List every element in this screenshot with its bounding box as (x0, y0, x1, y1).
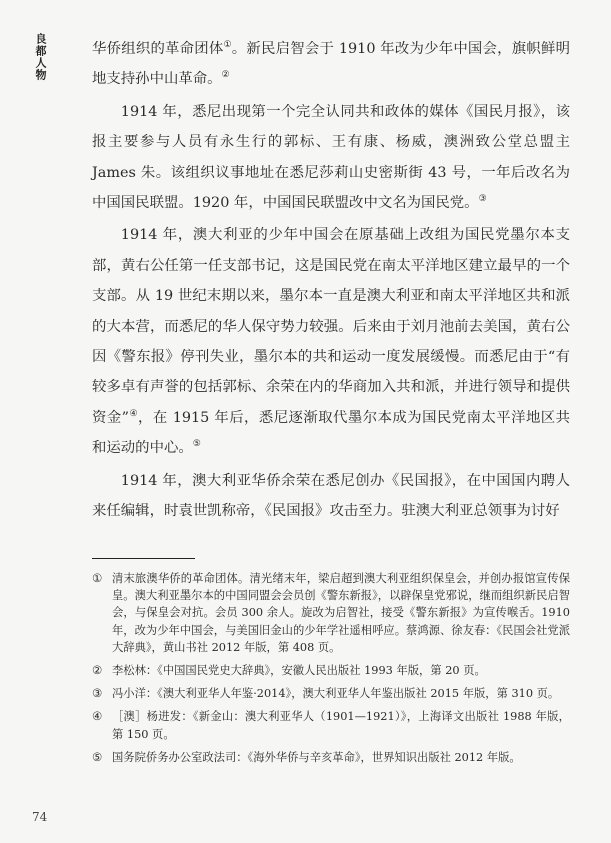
footnote-ref: ③ (478, 194, 487, 205)
paragraph-2 (92, 97, 570, 219)
footnote-divider (92, 558, 195, 559)
footnote-number: ④ (92, 710, 103, 724)
footnote-number: ③ (92, 687, 103, 701)
footnote-item (92, 662, 570, 679)
footnote-number: ⑤ (92, 750, 103, 764)
footnote-ref: ② (221, 70, 230, 81)
page-number: 74 (32, 810, 48, 824)
footnotes (92, 570, 570, 772)
paragraph-text: 1914 年，悉尼出现第一个完全认同共和政体的媒体《国民月报》，该报主要参与人员有永生行的郭标、王有康、杨威，澳洲致公堂总盟主 James 朱。该组织议事地址在悉尼莎莉山史密斯街 43 号，一年后改名为中国国民联盟。1920 年，中国国民联盟改中文名为国民党。 (92, 103, 570, 212)
paragraph-3 (92, 220, 570, 463)
paragraph-text: ，在 1915 年后，悉尼逐渐取代墨尔本成为国民党南太平洋地区共和运动的中心。 (92, 409, 571, 457)
paragraph-1 (92, 34, 570, 95)
footnote-ref: ④ (129, 409, 139, 420)
paragraph-text: 1914 年，澳大利亚华侨余荣在悉尼创办《民国报》，在中国国内聘人来任编辑，时袁世凯称帝，《民国报》攻击至力。驻澳大利亚总领事为讨好 (92, 472, 570, 520)
footnote-item (92, 685, 570, 702)
footnote-number: ① (92, 572, 103, 585)
footnote-item (92, 749, 570, 766)
running-header: 良都人物 (34, 33, 47, 81)
footnote-text: ［澳］杨进发：《新金山：澳大利亚华人（1901—1921）》，上海译文出版社 1988 年版，第 150 页。 (112, 710, 570, 741)
footnote-text: 李松林：《中国国民党史大辞典》，安徽人民出版社 1993 年版，第 20 页。 (112, 664, 486, 678)
footnote-text: 国务院侨务办公室政法司：《海外华侨与辛亥革命》，世界知识出版社 2012 年版。 (112, 750, 521, 764)
footnote-item (92, 708, 570, 742)
paragraph-4 (92, 466, 570, 527)
footnote-ref: ⑤ (192, 439, 201, 450)
footnote-text: 冯小洋：《澳大利亚华人年鉴·2014》，澳大利亚华人年鉴出版社 2015 年版，第 310 页。 (112, 687, 560, 701)
paragraph-text: 。新民启智会于 1910 年改为少年中国会，旗帜鲜明地支持孙中山革命。 (92, 41, 570, 88)
footnote-ref: ① (223, 40, 232, 51)
paragraph-text: 华侨组织的革命团体 (92, 41, 224, 57)
body-text (92, 34, 570, 529)
footnote-item (92, 570, 570, 656)
footnote-text: 清末旅澳华侨的革命团体。清光绪末年，梁启超到澳大利亚组织保皇会，并创办报馆宣传保皇。澳大利亚墨尔本的中国同盟会会员创《警东新报》，以辟保皇党邪说，继而组织新民启智会，与保皇会对抗。会员 300 余人。旋改为启智社，接受《警东新报》为宣传喉舌。1910 年，改为少年中国会，与美国旧金山的少年学社遥相呼应。蔡鸿源、徐友春：《民国会社党派大辞典》，黄山书社 2012 年版，第 408 页。 (112, 572, 570, 654)
footnote-number: ② (92, 664, 103, 678)
paragraph-text: 1914 年，澳大利亚的少年中国会在原基础上改组为国民党墨尔本支部，黄右公任第一任支部书记，这是国民党在南太平洋地区建立最早的一个支部。从 19 世纪末期以来，墨尔本一直是澳大利亚和南太平洋地区共和派的大本营，而悉尼的华人保守势力较强。后来由于刘月池前去美国，黄右公因《警东报》停刊失业，墨尔本的共和运动一度发展缓慢。而悉尼由于“有较多卓有声誉的包括郭标、余荣在内的华商加入共和派，并进行领导和提供资金” (92, 227, 570, 426)
